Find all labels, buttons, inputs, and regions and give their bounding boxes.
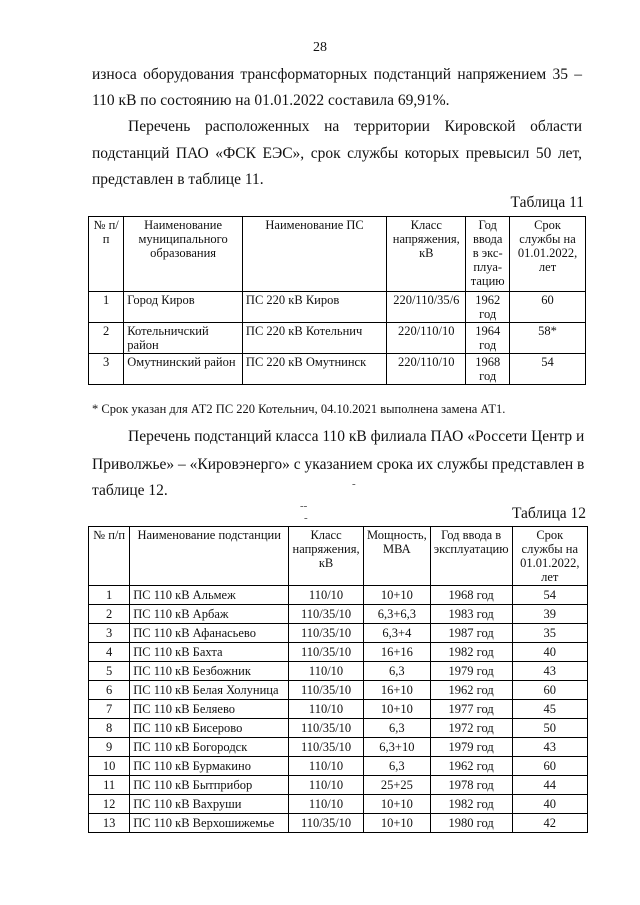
table-cell: 110/10 bbox=[289, 757, 364, 776]
table-cell: 1987 год bbox=[430, 624, 512, 643]
table-cell: 11 bbox=[89, 776, 130, 795]
table-cell: 1980 год bbox=[430, 814, 512, 833]
table-cell: 9 bbox=[89, 738, 130, 757]
table-12-caption: Таблица 12 bbox=[511, 505, 586, 522]
table-cell: 40 bbox=[512, 795, 587, 814]
table-cell: 6,3+6,3 bbox=[363, 605, 430, 624]
table-cell: 1 bbox=[89, 292, 124, 323]
paragraph-2-line-1: Перечень расположенных на территории Кировской области bbox=[128, 118, 582, 135]
table-cell: 50 bbox=[512, 719, 587, 738]
table-cell: 1978 год bbox=[430, 776, 512, 795]
table-cell: ПС 110 кВ Богородск bbox=[130, 738, 289, 757]
table-cell: 220/110/35/6 bbox=[387, 292, 466, 323]
table-row bbox=[89, 323, 586, 354]
table-cell: 10+10 bbox=[363, 586, 430, 605]
table-cell: ПС 110 кВ Белая Холуница bbox=[130, 681, 289, 700]
table-cell: 1962 год bbox=[430, 757, 512, 776]
table-cell: 58* bbox=[510, 323, 586, 354]
table-cell: ПС 110 кВ Вахруши bbox=[130, 795, 289, 814]
table-12-header-cell: Год ввода в эксплуатацию bbox=[430, 527, 512, 586]
table-12-header-cell: № п/п bbox=[89, 527, 130, 586]
table-cell: 2 bbox=[89, 323, 124, 354]
table-12-header-row bbox=[89, 527, 588, 586]
table-row bbox=[89, 354, 586, 385]
table-row bbox=[89, 624, 588, 643]
table-cell: 5 bbox=[89, 662, 130, 681]
table-cell: 1979 год bbox=[430, 738, 512, 757]
table-cell: ПС 110 кВ Бурмакино bbox=[130, 757, 289, 776]
table-11-header-cell: Год ввода в экс-плуа-тацию bbox=[466, 217, 510, 292]
table-cell: 1968 год bbox=[430, 586, 512, 605]
table-cell: 39 bbox=[512, 605, 587, 624]
table-cell: 220/110/10 bbox=[387, 323, 466, 354]
table-cell: 110/10 bbox=[289, 662, 364, 681]
table-11-header-cell: Наименование ПС bbox=[242, 217, 386, 292]
table-cell: 10+10 bbox=[363, 700, 430, 719]
table-cell: 6,3+10 bbox=[363, 738, 430, 757]
table-cell: ПС 110 кВ Безбожник bbox=[130, 662, 289, 681]
table-row bbox=[89, 586, 588, 605]
table-cell: 1968 год bbox=[466, 354, 510, 385]
table-cell: 110/35/10 bbox=[289, 814, 364, 833]
table-cell: 110/35/10 bbox=[289, 681, 364, 700]
table-row bbox=[89, 681, 588, 700]
table-row bbox=[89, 795, 588, 814]
table-row bbox=[89, 814, 588, 833]
table-cell: 54 bbox=[512, 586, 587, 605]
table-cell: Город Киров bbox=[124, 292, 243, 323]
table-cell: 3 bbox=[89, 624, 130, 643]
table-cell: 1962 год bbox=[430, 681, 512, 700]
table-cell: 10+10 bbox=[363, 795, 430, 814]
table-11-header-cell: № п/п bbox=[89, 217, 124, 292]
table-row bbox=[89, 776, 588, 795]
table-cell: 42 bbox=[512, 814, 587, 833]
table-11-header-cell: Наименование муниципального образования bbox=[124, 217, 243, 292]
table-cell: 60 bbox=[512, 757, 587, 776]
table-row bbox=[89, 738, 588, 757]
scan-mark: - bbox=[304, 512, 308, 524]
table-cell: 12 bbox=[89, 795, 130, 814]
scan-mark: - bbox=[352, 478, 356, 490]
paragraph-1-line-2: 110 кВ по состоянию на 01.01.2022 составила 69,91%. bbox=[92, 92, 450, 109]
paragraph-3-line-1: Перечень подстанций класса 110 кВ филиала ПАО «Россети Центр и bbox=[128, 428, 585, 445]
table-12 bbox=[88, 526, 588, 833]
table-11-header-cell: Класс напряжения, кВ bbox=[387, 217, 466, 292]
table-cell: 1982 год bbox=[430, 795, 512, 814]
table-cell: 40 bbox=[512, 643, 587, 662]
table-11-header-cell: Срок службы на 01.01.2022, лет bbox=[510, 217, 586, 292]
table-row bbox=[89, 719, 588, 738]
paragraph-3-line-3: таблице 12. bbox=[92, 482, 168, 499]
table-row bbox=[89, 757, 588, 776]
table-cell: 4 bbox=[89, 643, 130, 662]
table-cell: 6 bbox=[89, 681, 130, 700]
table-cell: 1977 год bbox=[430, 700, 512, 719]
paragraph-1-line-1: износа оборудования трансформаторных подстанций напряжением 35 – bbox=[92, 66, 582, 83]
table-cell: ПС 110 кВ Верхошижемье bbox=[130, 814, 289, 833]
table-cell: 110/35/10 bbox=[289, 738, 364, 757]
table-cell: ПС 220 кВ Киров bbox=[242, 292, 386, 323]
table-cell: 45 bbox=[512, 700, 587, 719]
table-cell: 35 bbox=[512, 624, 587, 643]
table-cell: 43 bbox=[512, 738, 587, 757]
table-cell: ПС 220 кВ Омутнинск bbox=[242, 354, 386, 385]
table-cell: 54 bbox=[510, 354, 586, 385]
page-number: 28 bbox=[313, 40, 327, 55]
table-cell: ПС 110 кВ Беляево bbox=[130, 700, 289, 719]
table-cell: 7 bbox=[89, 700, 130, 719]
table-cell: 16+16 bbox=[363, 643, 430, 662]
paragraph-2-line-2: подстанций ПАО «ФСК ЕЭС», срок службы которых превысил 50 лет, bbox=[92, 145, 582, 162]
table-cell: 60 bbox=[512, 681, 587, 700]
table-cell: 1962 год bbox=[466, 292, 510, 323]
table-cell: ПС 110 кВ Бытприбор bbox=[130, 776, 289, 795]
paragraph-3-line-2: Приволжье» – «Кировэнерго» с указанием срока их службы представлен в bbox=[92, 456, 585, 473]
table-cell: 220/110/10 bbox=[387, 354, 466, 385]
table-cell: 10 bbox=[89, 757, 130, 776]
table-cell: 10+10 bbox=[363, 814, 430, 833]
table-cell: 1982 год bbox=[430, 643, 512, 662]
table-cell: 1 bbox=[89, 586, 130, 605]
paragraph-2-line-3: представлен в таблице 11. bbox=[92, 171, 264, 188]
table-cell: 1979 год bbox=[430, 662, 512, 681]
table-cell: ПС 110 кВ Бисерово bbox=[130, 719, 289, 738]
table-cell: 110/10 bbox=[289, 795, 364, 814]
table-cell: 1964 год bbox=[466, 323, 510, 354]
table-cell: 110/35/10 bbox=[289, 719, 364, 738]
table-cell: 110/35/10 bbox=[289, 624, 364, 643]
table-cell: 43 bbox=[512, 662, 587, 681]
table-11-header-row bbox=[89, 217, 586, 292]
table-cell: 110/10 bbox=[289, 776, 364, 795]
table-cell: 1972 год bbox=[430, 719, 512, 738]
table-11-footnote: * Срок указан для АТ2 ПС 220 Котельнич, 04.10.2021 выполнена замена АТ1. bbox=[92, 402, 506, 416]
table-cell: 110/35/10 bbox=[289, 643, 364, 662]
table-cell: 13 bbox=[89, 814, 130, 833]
table-cell: 110/35/10 bbox=[289, 605, 364, 624]
table-cell: Котельничский район bbox=[124, 323, 243, 354]
table-cell: 2 bbox=[89, 605, 130, 624]
table-cell: 6,3 bbox=[363, 662, 430, 681]
table-cell: 6,3 bbox=[363, 719, 430, 738]
table-cell: 44 bbox=[512, 776, 587, 795]
table-12-header-cell: Срок службы на 01.01.2022, лет bbox=[512, 527, 587, 586]
scan-mark: -- bbox=[300, 500, 308, 512]
table-row bbox=[89, 605, 588, 624]
table-cell: ПС 110 кВ Бахта bbox=[130, 643, 289, 662]
table-cell: ПС 220 кВ Котельнич bbox=[242, 323, 386, 354]
table-11 bbox=[88, 216, 586, 385]
table-cell: 110/10 bbox=[289, 586, 364, 605]
table-cell: ПС 110 кВ Альмеж bbox=[130, 586, 289, 605]
table-row bbox=[89, 643, 588, 662]
table-cell: ПС 110 кВ Арбаж bbox=[130, 605, 289, 624]
table-cell: 16+10 bbox=[363, 681, 430, 700]
table-cell: ПС 110 кВ Афанасьево bbox=[130, 624, 289, 643]
table-cell: 6,3 bbox=[363, 757, 430, 776]
table-cell: 60 bbox=[510, 292, 586, 323]
table-cell: 25+25 bbox=[363, 776, 430, 795]
table-12-header-cell: Наименование подстанции bbox=[130, 527, 289, 586]
table-row bbox=[89, 292, 586, 323]
table-cell: 1983 год bbox=[430, 605, 512, 624]
table-12-header-cell: Класс напряжения, кВ bbox=[289, 527, 364, 586]
table-cell: 8 bbox=[89, 719, 130, 738]
table-cell: 6,3+4 bbox=[363, 624, 430, 643]
table-cell: Омутнинский район bbox=[124, 354, 243, 385]
table-cell: 110/10 bbox=[289, 700, 364, 719]
table-row bbox=[89, 662, 588, 681]
table-12-header-cell: Мощность, МВА bbox=[363, 527, 430, 586]
table-cell: 3 bbox=[89, 354, 124, 385]
table-row bbox=[89, 700, 588, 719]
table-11-caption: Таблица 11 bbox=[510, 194, 584, 211]
